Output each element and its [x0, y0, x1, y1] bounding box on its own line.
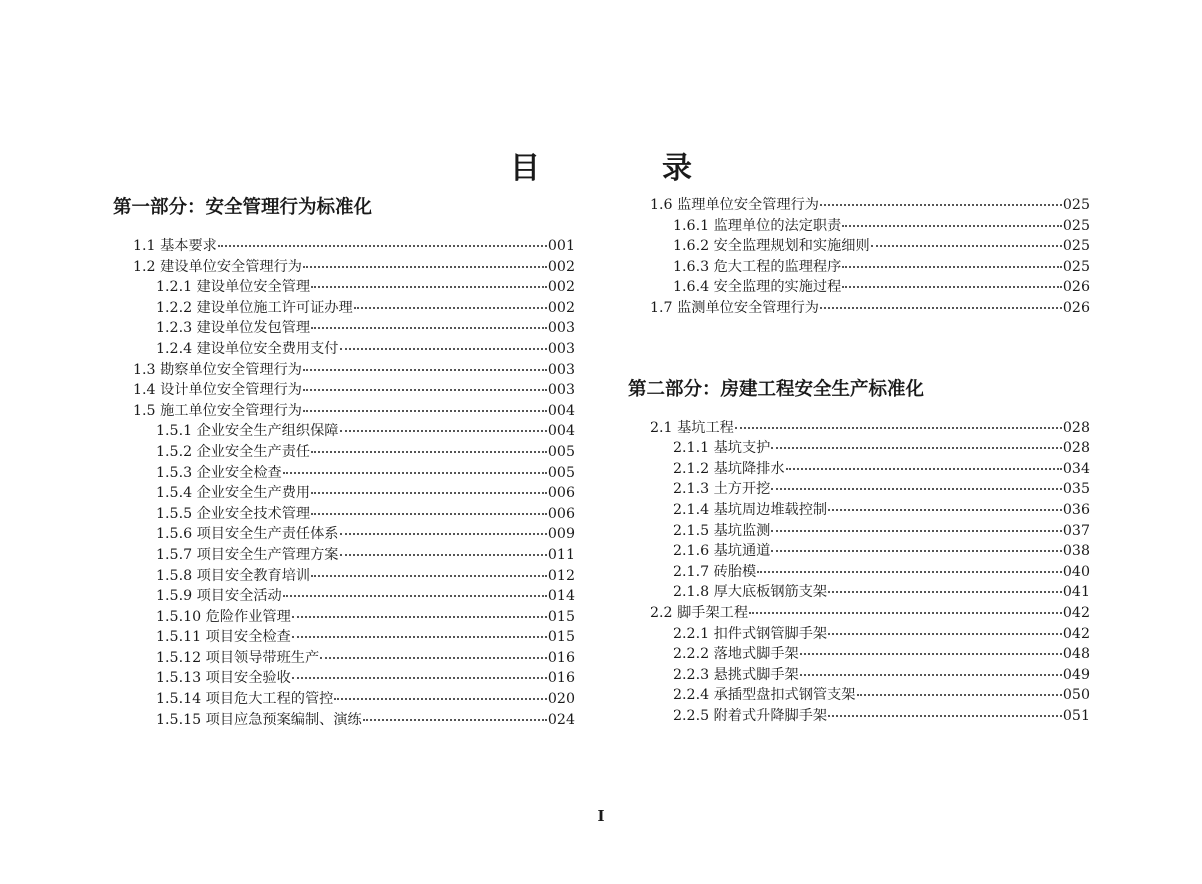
toc-entry-page: 035 [1062, 481, 1090, 498]
toc-entry-title: 1.5.11 项目安全检查 [156, 629, 291, 646]
toc-entry-title: 1.5.4 企业安全生产费用 [156, 485, 311, 502]
dot-leader [871, 237, 1062, 247]
dot-leader [283, 587, 547, 597]
toc-entry-title: 2.1.3 土方开挖 [673, 481, 771, 498]
dot-leader [828, 707, 1062, 717]
toc-entry-title: 2.1 基坑工程 [650, 419, 734, 436]
dot-leader [820, 299, 1062, 309]
toc-entry[interactable] [113, 566, 575, 587]
dot-leader [842, 278, 1062, 288]
page-number: I [597, 807, 605, 825]
toc-entry[interactable] [113, 689, 575, 710]
toc-entry-title: 1.5.8 项目安全教育培训 [156, 567, 311, 584]
page-title: 目 录 [510, 151, 738, 186]
dot-leader [311, 567, 547, 577]
toc-entry-page: 016 [547, 670, 575, 687]
dot-leader [303, 402, 547, 412]
toc-entry[interactable] [628, 298, 1090, 319]
toc-entry-title: 1.5.12 项目领导带班生产 [156, 649, 320, 666]
dot-leader [334, 690, 547, 700]
dot-leader [340, 525, 547, 535]
toc-entry-title: 1.2.2 建设单位施工许可证办理 [156, 299, 353, 316]
toc-entry-title: 1.6.3 危大工程的监理程序 [673, 258, 842, 275]
dot-leader [800, 645, 1062, 655]
toc-entry-title: 1.2 建设单位安全管理行为 [133, 258, 302, 275]
toc-entry-page: 004 [547, 402, 575, 419]
toc-entry-title: 1.2.1 建设单位安全管理 [156, 279, 311, 296]
toc-entry-page: 009 [547, 526, 575, 543]
toc-entry[interactable] [113, 236, 575, 257]
toc-entry[interactable] [628, 644, 1090, 665]
toc-entry-title: 1.6.2 安全监理规划和实施细则 [673, 238, 870, 255]
dot-leader [340, 546, 547, 556]
toc-entry[interactable] [113, 504, 575, 525]
toc-entry-page: 025 [1062, 258, 1090, 275]
toc-entry[interactable] [113, 257, 575, 278]
toc-entry-page: 014 [547, 588, 575, 605]
toc-entry-page: 026 [1062, 299, 1090, 316]
toc-entry[interactable] [113, 421, 575, 442]
toc-entry[interactable] [113, 545, 575, 566]
toc-entry-title: 2.2 脚手架工程 [650, 604, 749, 621]
toc-entry[interactable] [628, 216, 1090, 237]
toc-entry-page: 003 [547, 340, 575, 357]
dot-leader [292, 669, 547, 679]
toc-entry-page: 002 [547, 279, 575, 296]
part2-entry-list [628, 418, 1090, 727]
part2-heading: 第二部分：房建工程安全生产标准化 [628, 378, 925, 400]
toc-entry[interactable] [113, 277, 575, 298]
toc-entry-page: 050 [1062, 687, 1090, 704]
toc-entry-title: 2.2.5 附着式升降脚手架 [673, 707, 828, 724]
dot-leader [757, 563, 1062, 573]
toc-entry-page: 003 [547, 382, 575, 399]
toc-entry[interactable] [113, 442, 575, 463]
toc-column-right [628, 195, 1090, 726]
dot-leader [311, 278, 547, 288]
toc-entry[interactable] [628, 521, 1090, 542]
toc-entry-title: 1.5.1 企业安全生产组织保障 [156, 423, 339, 440]
dot-leader [771, 439, 1062, 449]
dot-leader [842, 217, 1062, 227]
toc-entry-title: 2.1.2 基坑降排水 [673, 460, 785, 477]
dot-leader [303, 361, 547, 371]
toc-entry[interactable] [113, 318, 575, 339]
toc-entry-page: 001 [547, 238, 575, 254]
toc-entry-page: 034 [1062, 460, 1090, 477]
toc-entry-title: 2.1.5 基坑监测 [673, 522, 771, 539]
toc-entry-title: 1.6.4 安全监理的实施过程 [673, 279, 842, 296]
toc-entry-title: 2.1.6 基坑通道 [673, 543, 771, 560]
dot-leader [311, 505, 547, 515]
toc-entry-page: 028 [1062, 440, 1090, 457]
toc-entry[interactable] [628, 479, 1090, 500]
dot-leader [771, 542, 1062, 552]
toc-entry[interactable] [113, 607, 575, 628]
toc-entry-page: 006 [547, 505, 575, 522]
toc-entry-page: 004 [547, 423, 575, 440]
toc-entry[interactable] [628, 582, 1090, 603]
toc-entry-title: 2.1.1 基坑支护 [673, 440, 771, 457]
toc-entry-title: 1.5.3 企业安全检查 [156, 464, 282, 481]
part1-heading: 第一部分：安全管理行为标准化 [113, 197, 373, 218]
dot-leader [292, 628, 547, 638]
toc-entry-title: 2.2.3 悬挑式脚手架 [673, 666, 799, 683]
dot-leader [320, 649, 547, 659]
toc-entry-page: 028 [1062, 419, 1090, 436]
part1-entry-list [113, 236, 575, 730]
toc-entry[interactable] [628, 706, 1090, 727]
toc-entry[interactable] [628, 665, 1090, 686]
toc-entry-page: 003 [547, 320, 575, 337]
dot-leader [283, 464, 547, 474]
toc-entry-title: 1.1 基本要求 [133, 238, 217, 254]
dot-leader [311, 484, 547, 494]
toc-entry-title: 1.4 设计单位安全管理行为 [133, 382, 302, 399]
toc-entry[interactable] [113, 380, 575, 401]
dot-leader [311, 319, 547, 329]
toc-entry[interactable] [113, 360, 575, 381]
toc-entry-title: 1.5.6 项目安全生产责任体系 [156, 526, 339, 543]
part1-continued-entry-list [628, 195, 1090, 319]
toc-entry[interactable] [628, 277, 1090, 298]
dot-leader [771, 480, 1062, 490]
toc-entry-page: 020 [547, 691, 575, 708]
toc-entry[interactable] [113, 710, 575, 731]
toc-entry[interactable] [113, 586, 575, 607]
toc-entry-page: 025 [1062, 238, 1090, 255]
toc-entry[interactable] [113, 463, 575, 484]
toc-entry-page: 006 [547, 485, 575, 502]
toc-entry-page: 024 [547, 711, 575, 728]
toc-entry-title: 1.5 施工单位安全管理行为 [133, 402, 302, 419]
dot-leader [340, 340, 547, 350]
toc-entry-page: 037 [1062, 522, 1090, 539]
toc-entry[interactable] [628, 438, 1090, 459]
toc-entry[interactable] [113, 648, 575, 669]
toc-entry[interactable] [628, 624, 1090, 645]
toc-entry-title: 1.6 监理单位安全管理行为 [650, 197, 819, 213]
dot-leader [735, 419, 1062, 429]
toc-entry-page: 012 [547, 567, 575, 584]
toc-entry[interactable] [113, 627, 575, 648]
toc-entry-page: 005 [547, 464, 575, 481]
toc-entry-page: 003 [547, 361, 575, 378]
dot-leader [857, 686, 1062, 696]
dot-leader [828, 501, 1062, 511]
toc-entry[interactable] [628, 500, 1090, 521]
toc-entry-page: 016 [547, 649, 575, 666]
toc-entry-title: 1.5.14 项目危大工程的管控 [156, 691, 334, 708]
dot-leader [303, 258, 547, 268]
toc-entry[interactable] [628, 685, 1090, 706]
toc-entry-page: 040 [1062, 563, 1090, 580]
dot-leader [218, 237, 547, 247]
dot-leader [828, 625, 1062, 635]
toc-entry[interactable] [628, 562, 1090, 583]
toc-entry-title: 1.2.3 建设单位发包管理 [156, 320, 311, 337]
dot-leader [820, 196, 1062, 206]
toc-entry-page: 048 [1062, 646, 1090, 663]
toc-entry-page: 049 [1062, 666, 1090, 683]
toc-entry-page: 026 [1062, 279, 1090, 296]
toc-entry-title: 2.2.1 扣件式钢管脚手架 [673, 625, 828, 642]
dot-leader [363, 711, 547, 721]
toc-entry-title: 2.1.7 砖胎模 [673, 563, 757, 580]
toc-column-left [113, 195, 575, 730]
toc-entry[interactable] [628, 418, 1090, 439]
toc-entry-title: 1.5.7 项目安全生产管理方案 [156, 546, 339, 563]
toc-entry[interactable] [628, 541, 1090, 562]
dot-leader [749, 604, 1062, 614]
toc-entry-title: 1.6.1 监理单位的法定职责 [673, 217, 842, 234]
toc-entry-page: 002 [547, 258, 575, 275]
toc-entry-title: 1.5.15 项目应急预案编制、演练 [156, 711, 362, 728]
toc-entry-page: 042 [1062, 625, 1090, 642]
dot-leader [354, 299, 547, 309]
toc-entry[interactable] [628, 236, 1090, 257]
toc-entry-page: 015 [547, 608, 575, 625]
toc-entry-title: 2.2.4 承插型盘扣式钢管支架 [673, 687, 856, 704]
toc-entry-page: 051 [1062, 707, 1090, 724]
toc-entry-page: 025 [1062, 197, 1090, 213]
toc-entry[interactable] [113, 339, 575, 360]
toc-entry[interactable] [113, 401, 575, 422]
toc-entry[interactable] [628, 257, 1090, 278]
toc-entry-page: 036 [1062, 501, 1090, 518]
toc-entry-page: 015 [547, 629, 575, 646]
toc-entry-title: 1.5.10 危险作业管理 [156, 608, 291, 625]
toc-entry-page: 011 [547, 546, 575, 563]
dot-leader [786, 460, 1062, 470]
toc-entry-page: 041 [1062, 584, 1090, 601]
toc-entry[interactable] [628, 603, 1090, 624]
toc-entry-title: 1.5.9 项目安全活动 [156, 588, 282, 605]
toc-entry-title: 1.5.13 项目安全验收 [156, 670, 291, 687]
toc-entry-page: 005 [547, 443, 575, 460]
dot-leader [303, 381, 547, 391]
toc-entry-title: 1.5.2 企业安全生产责任 [156, 443, 311, 460]
dot-leader [771, 522, 1062, 532]
dot-leader [800, 666, 1062, 676]
dot-leader [842, 258, 1062, 268]
toc-entry[interactable] [113, 483, 575, 504]
toc-entry-page: 025 [1062, 217, 1090, 234]
dot-leader [311, 443, 547, 453]
toc-entry-title: 2.1.8 厚大底板钢筋支架 [673, 584, 828, 601]
toc-entry[interactable] [113, 524, 575, 545]
toc-entry-title: 1.3 勘察单位安全管理行为 [133, 361, 302, 378]
toc-entry[interactable] [113, 298, 575, 319]
toc-entry-page: 038 [1062, 543, 1090, 560]
toc-entry-title: 2.1.4 基坑周边堆载控制 [673, 501, 828, 518]
toc-entry-title: 1.5.5 企业安全技术管理 [156, 505, 311, 522]
toc-entry-title: 1.7 监测单位安全管理行为 [650, 299, 819, 316]
toc-entry-title: 2.2.2 落地式脚手架 [673, 646, 799, 663]
dot-leader [828, 583, 1062, 593]
toc-entry[interactable] [628, 195, 1090, 216]
toc-entry-page: 042 [1062, 604, 1090, 621]
dot-leader [340, 422, 547, 432]
toc-entry[interactable] [113, 668, 575, 689]
dot-leader [292, 608, 547, 618]
toc-entry[interactable] [628, 459, 1090, 480]
toc-entry-page: 002 [547, 299, 575, 316]
toc-entry-title: 1.2.4 建设单位安全费用支付 [156, 340, 339, 357]
